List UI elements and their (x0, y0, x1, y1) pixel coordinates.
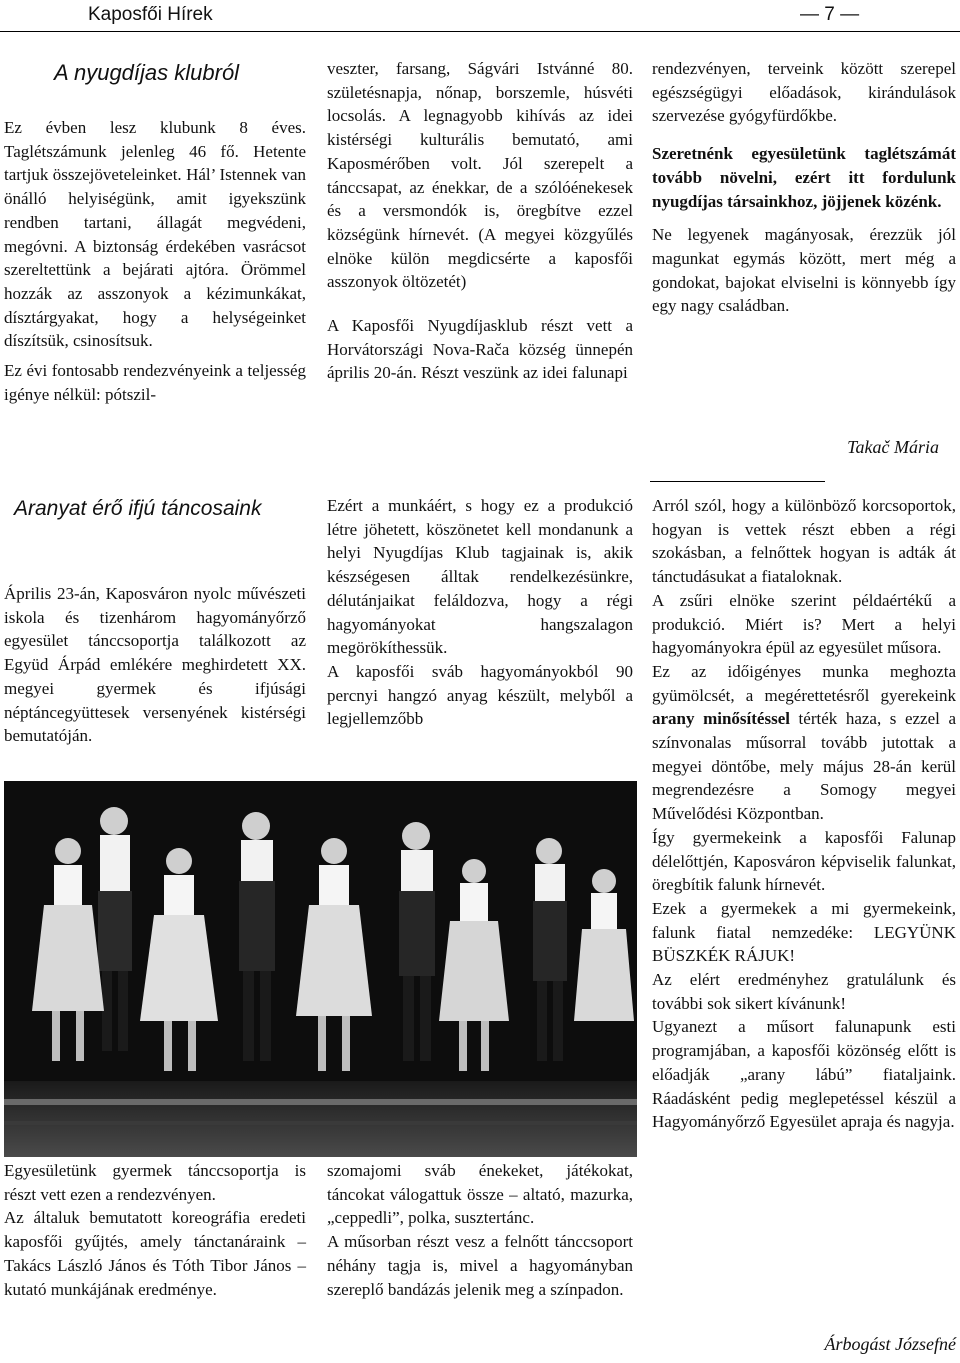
article1-column-1 (4, 116, 306, 406)
article-divider (650, 481, 825, 482)
article2-col3-paragraph: Az elért eredményhez gratulálunk és további sok sikert kívánunk! (652, 970, 956, 1013)
article2-column-1-top (4, 582, 306, 748)
header-divider (0, 31, 960, 32)
article1-signature: Takač Mária (847, 437, 939, 457)
article2-col2-paragraph: szomajomi sváb énekeket, játékokat, táncokat válogattuk össze – altató, mazurka, „ceppedli”, polka, susztertánc. (327, 1161, 633, 1228)
article2-col3-paragraph: Ugyanezt a műsort falunapunk esti programjában, a kaposfői közönség előtt is előadják „arany lábú” fiataljaink. Ráadásként pedig meglepetéssel készül a Hagyományőrző Egyesület apraja és nagyja. (652, 1017, 956, 1132)
article1-col1-paragraph: Ez évi fontosabb rendezvényeink a teljesség igénye nélkül: pótszil- (4, 361, 306, 404)
article2-col3-paragraph: A zsűri elnöke szerint példaértékű a produkció. Miért is? Mert a helyi hagyományokra épül az egyesület műsora. (652, 590, 956, 658)
article2-col1-paragraph: Egyesületünk gyermek tánccsoportja is részt vett ezen a rendezvényen. (4, 1161, 306, 1204)
article1-column-2 (327, 57, 633, 385)
dance-photo-illustration (4, 781, 637, 1157)
article1-title: A nyugdíjas klubról (54, 60, 240, 85)
article1-col1-paragraph: Ez évben lesz klubunk 8 éves. Taglétszámunk jelenleg 46 fő. Hetente tartjuk összejöveteleinket. Hál’ Istennek van önálló helyiségünk, amit igyekszünk rendben tartani, állagát megvédeni, megóvni. A biztonság érdekében vasrácsot szereltettünk a bejárati ajtóra. Örömmel hozzák az asszonyok a kézimunkákat, dísztárgyakat, hogy a helységeinket díszítsük, csinosítsuk. (4, 118, 306, 351)
article1-col3-bold-paragraph: Szeretnénk egyesületünk taglétszámát tovább növelni, ezért itt fordulunk nyugdíjas társainkhoz, jöjjenek közénk. (652, 144, 956, 211)
article2-column-1-bottom (4, 1159, 306, 1301)
article1-col3-paragraph: rendezvényen, terveink között szerepel egészségügyi előadások, kirándulások szervezése gyógyfürdőkbe. (652, 59, 956, 126)
article2-signature: Árbogást Józsefné (824, 1334, 956, 1354)
article2-col3-paragraph: Arról szól, hogy a különböző korcsoportok, hogyan is vettek részt ebben a régi szokásban, a felnőttek hogyan is adták át tánctudásukat a fiataloknak. (652, 496, 956, 587)
article2-column-2-bottom (327, 1159, 633, 1301)
article2-col3-paragraph (652, 660, 956, 826)
article2-col2-paragraph: Ezért a munkáért, s hogy ez a produkció létre jöhetett, köszönetet kell mondanunk a helyi Nyugdíjas Klub tagjainak is, akik készségesen álltak rendelkezésünkre, délutánjaikat feláldozva, hogy a régi hagyományokat hangszalagon megörökíthessük. (327, 496, 633, 658)
article2-col3-text: Ez az időigényes munka meghozta gyümölcsét, a megérettetésről gyerekeink (652, 661, 956, 705)
article1-col3-paragraph: Ne legyenek magányosak, érezzük jól magunkat egymás között, mert még a gondokat, bajokat elviselni is könnyebb így egy nagy családban. (652, 225, 956, 316)
article2-col3-paragraph: Ezek a gyermekek a mi gyermekeink, falunk fiatal nemzedéke: LEGYÜNK BÜSZKÉK RÁJUK! (652, 898, 956, 966)
article2-col2-paragraph: A műsorban részt vesz a felnőtt tánccsoport néhány tagja is, mivel a hagyományban szereplő bandázás jelenik meg a színpadon. (327, 1232, 633, 1299)
dance-group-photo (4, 781, 637, 1157)
article2-title: Aranyat érő ifjú táncosaink (14, 497, 262, 520)
article2-col1-paragraph: Április 23-án, Kaposváron nyolc művészeti iskola és tizenhárom hagyományőrző egyesület tánccsoportja találkozott az Együd Árpád emlékére meghirdetett XX. megyei gyermek és ifjúsági néptáncegyüttesek versenyének kistérségi bemutatóján. (4, 584, 306, 746)
article2-col3-text: térték haza, s ezzel a színvonalas műsorral tovább jutottak a megyei döntőbe, mely május 28-án kerül megrendezésre a Somogy megyei Művelődési Központban. (652, 709, 956, 824)
gold-rating-emphasis: arany minősítéssel (652, 709, 790, 729)
article1-col2-paragraph: A Kaposfői Nyugdíjasklub részt vett a Horvátországi Nova-Rača község ünnepén április 20-án. Részt veszünk az idei falunapi (327, 316, 633, 383)
article2-col2-paragraph: A kaposfői sváb hagyományokból 90 percnyi hangzó anyag készült, melyből a legjellemzőbb (327, 661, 633, 729)
article2-col1-paragraph: Az általuk bemutatott koreográfia eredeti kaposfői gyűjtés, amely tánctanáraink – Takács László János és Tóth Tibor János – kutató munkájának eredménye. (4, 1208, 306, 1299)
publication-title: Kaposfői Hírek (88, 4, 213, 25)
article1-col2-paragraph: veszter, farsang, Ságvári Istvánné 80. születésnapja, nőnap, borszemle, húsvéti locsolás. A legnagyobb kihívás az idei kistérségi kulturális bemutató, ami Kaposmérőben volt. Jól szerepelt a tánccsapat, az énekkar, de a szólóénekesek és a versmondók is, öregbítve ezzel községünk hírnevét. (A megyei közgyűlés elnöke külön megdicsérte a kaposfői asszonyok öltözetét) (327, 59, 633, 292)
article2-col3-paragraph: Így gyermekeink a kaposfői Falunap délelőttjén, Kaposváron képviselik falunkat, öregbítik falunk hírnevét. (652, 827, 956, 895)
article2-column-3 (652, 494, 956, 1134)
article2-column-2-top (327, 494, 633, 731)
page-number: — 7 — (800, 4, 860, 25)
article1-column-3 (652, 57, 956, 324)
